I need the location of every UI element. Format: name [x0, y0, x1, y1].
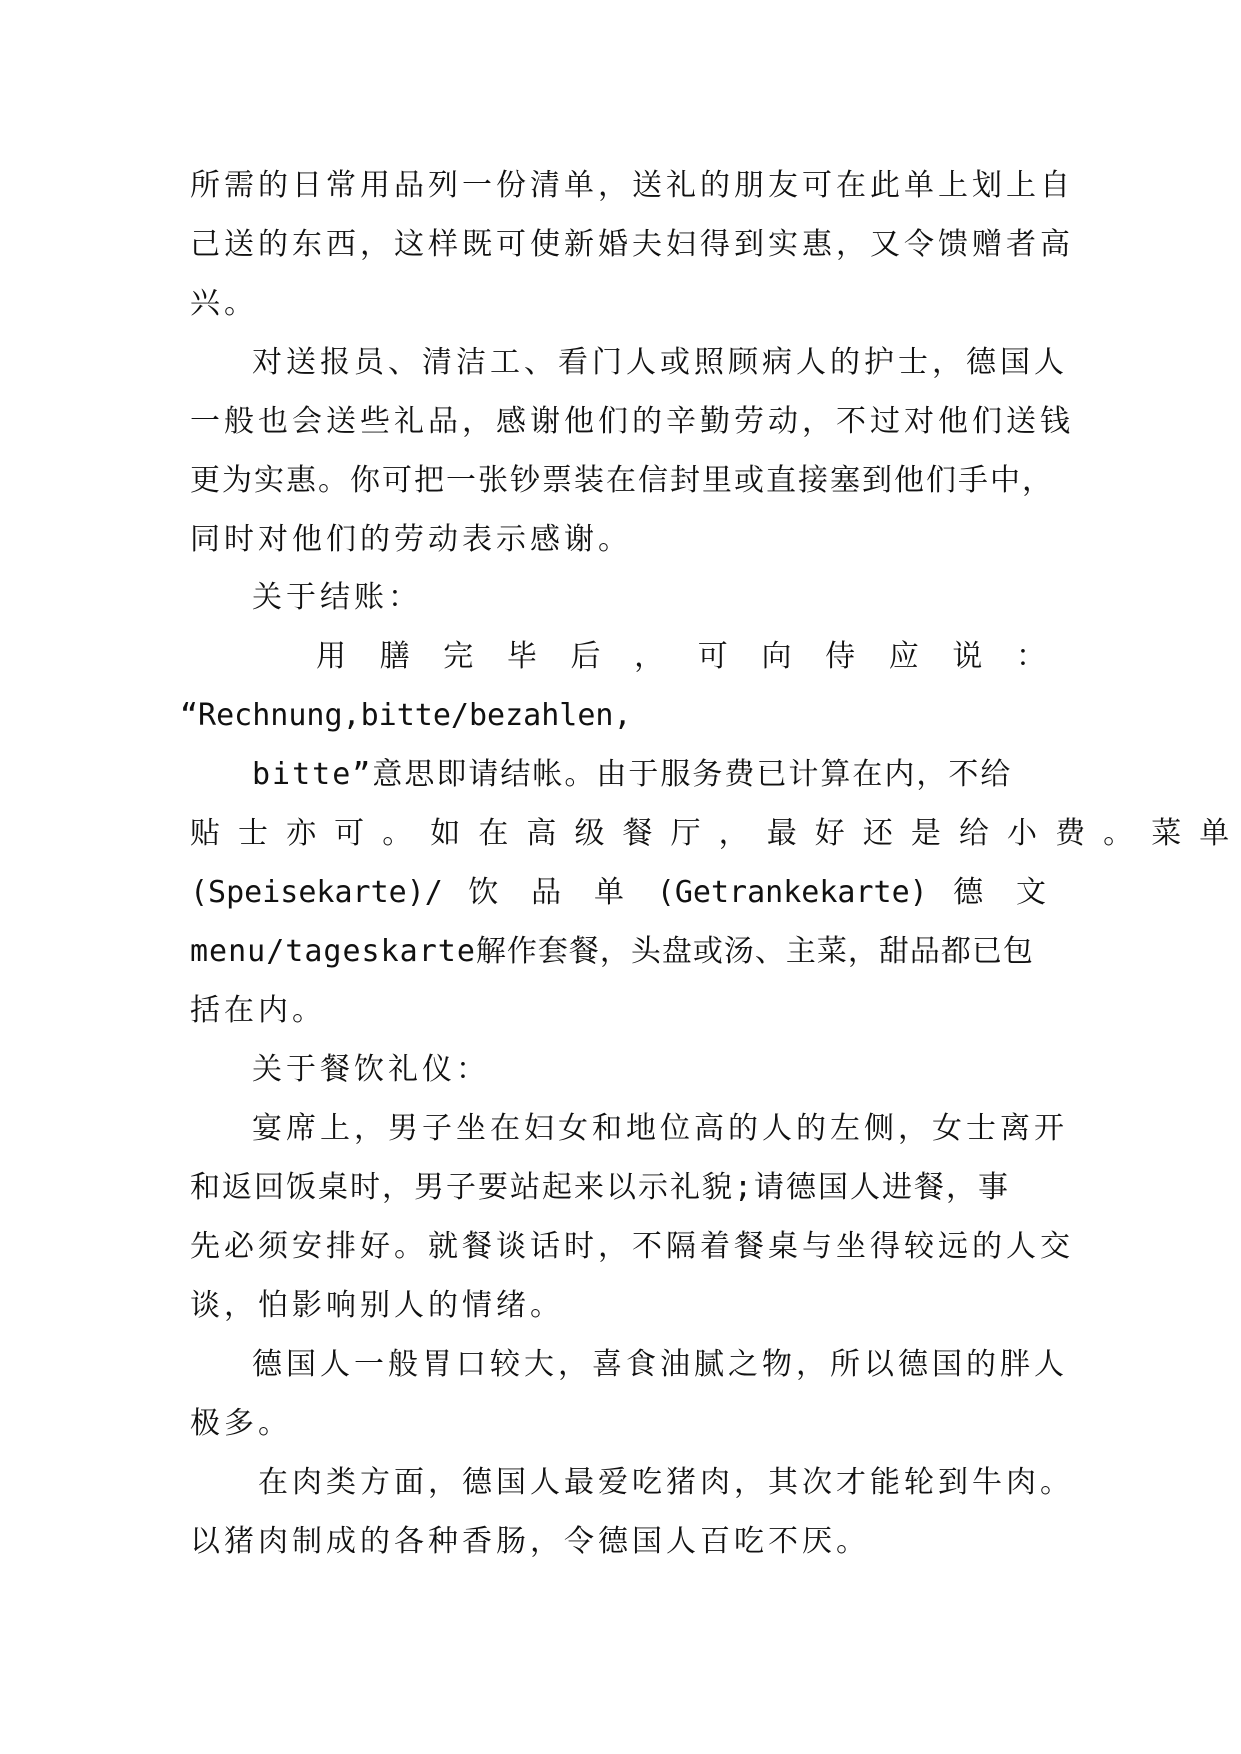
text-line: 己送的东西，这样既可使新婚夫妇得到实惠，又令馈赠者高	[190, 227, 1074, 262]
text-line: 谈，怕影响别人的情绪。	[190, 1288, 564, 1323]
text-line: (Speisekarte)/ 饮 品 单 (Getrankekarte) 德 文	[190, 875, 1046, 910]
text-line: 兴。	[190, 286, 258, 321]
text-line: 所需的日常用品列一份清单，送礼的朋友可在此单上划上自	[190, 168, 1074, 203]
text-line: 一般也会送些礼品，感谢他们的辛勤劳动，不过对他们送钱	[190, 404, 1074, 439]
text-line: 同时对他们的劳动表示感谢。	[190, 522, 632, 557]
text-line: 以猪肉制成的各种香肠，令德国人百吃不厌。	[190, 1524, 870, 1559]
text-line: 德国人一般胃口较大，喜食油腻之物，所以德国的胖人	[252, 1347, 1068, 1382]
section-heading: 关于结账：	[252, 580, 422, 615]
text-line: 贴 士 亦 可 。 如 在 高 级 餐 厅 ， 最 好 还 是 给 小 费 。 菜 单	[190, 816, 1230, 851]
text-line: 先必须安排好。就餐谈话时，不隔着餐桌与坐得较远的人交	[190, 1229, 1074, 1264]
text-line: 更为实惠。你可把一张钞票装在信封里或直接塞到他们手中，	[190, 463, 1054, 498]
section-heading: 关于餐饮礼仪：	[252, 1052, 490, 1087]
text-line: 对送报员、清洁工、看门人或照顾病人的护士，德国人	[252, 345, 1068, 380]
text-line: 用 膳 完 毕 后 ， 可 向 侍 应 说 ：	[316, 639, 1046, 674]
text-line: “Rechnung,bitte/bezahlen,	[180, 698, 632, 733]
text-line: 括在内。	[190, 993, 326, 1028]
text-line: bitte”意思即请结帐。由于服务费已计算在内，不给	[252, 757, 1013, 792]
text-line: 极多。	[190, 1406, 292, 1441]
text-line: 和返回饭桌时，男子要站起来以示礼貌;请德国人进餐，事	[190, 1170, 1011, 1205]
text-line: 宴席上，男子坐在妇女和地位高的人的左侧，女士离开	[252, 1111, 1068, 1146]
text-line: menu/tageskarte解作套餐，头盘或汤、主菜，甜品都已包	[190, 934, 1034, 969]
text-line: 在肉类方面，德国人最爱吃猪肉，其次才能轮到牛肉。	[258, 1465, 1074, 1500]
